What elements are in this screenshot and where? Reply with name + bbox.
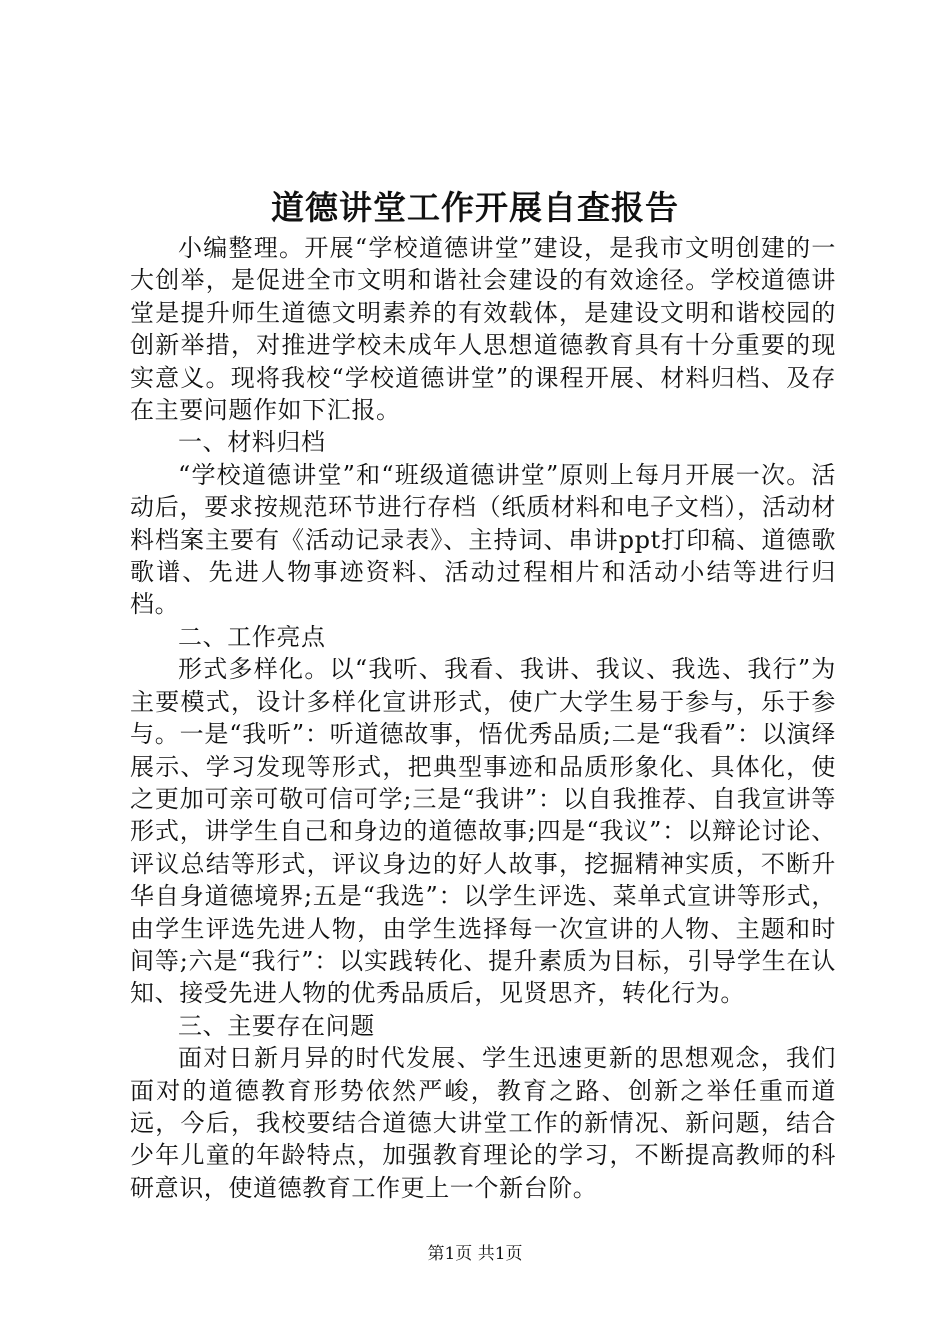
page-number-footer: 第1页 共1页 xyxy=(427,1244,523,1264)
document-body xyxy=(130,232,836,1204)
document-title: 道德讲堂工作开展自查报告 xyxy=(271,188,679,227)
section-heading-archiving: 一、材料归档 xyxy=(178,428,326,457)
intro-paragraph: 小编整理。开展“学校道德讲堂”建设，是我市文明创建的一大创举，是促进全市文明和谐社会建设的有效途径。学校道德讲堂是提升师生道德文明素养的有效载体，是建设文明和谐校园的创新举措，对推进学校未成年人思想道德教育具有十分重要的现实意义。现将我校“学校道德讲堂”的课程开展、材料归档、及存在主要问题作如下汇报。 xyxy=(130,234,836,425)
section-heading-highlights: 二、工作亮点 xyxy=(178,622,326,651)
section-heading-problems: 三、主要存在问题 xyxy=(178,1011,375,1040)
archiving-paragraph: “学校道德讲堂”和“班级道德讲堂”原则上每月开展一次。活动后，要求按规范环节进行存档（纸质材料和电子文档），活动材料档案主要有《活动记录表》、主持词、串讲ppt打印稿、道德歌歌谱、先进人物事迹资料、活动过程相片和活动小结等进行归档。 xyxy=(130,460,836,619)
highlights-paragraph: 形式多样化。以“我听、我看、我讲、我议、我选、我行”为主要模式，设计多样化宣讲形式，使广大学生易于参与，乐于参与。一是“我听”：听道德故事，悟优秀品质;二是“我看”：以演绎展示、学习发现等形式，把典型事迹和品质形象化、具体化，使之更加可亲可敬可信可学;三是“我讲”：以自我推荐、自我宣讲等形式，讲学生自己和身边的道德故事;四是“我议”：以辩论讨论、评议总结等形式，评议身边的好人故事，挖掘精神实质，不断升华自身道德境界;五是“我选”：以学生评选、菜单式宣讲等形式，由学生评选先进人物，由学生选择每一次宣讲的人物、主题和时间等;六是“我行”：以实践转化、提升素质为目标，引导学生在认知、接受先进人物的优秀品质后，见贤思齐，转化行为。 xyxy=(130,655,836,1008)
problems-paragraph: 面对日新月异的时代发展、学生迅速更新的思想观念，我们面对的道德教育形势依然严峻，教育之路、创新之举任重而道远，今后，我校要结合道德大讲堂工作的新情况、新问题，结合少年儿童的年龄特点，加强教育理论的学习，不断提高教师的科研意识，使道德教育工作更上一个新台阶。 xyxy=(130,1044,836,1202)
